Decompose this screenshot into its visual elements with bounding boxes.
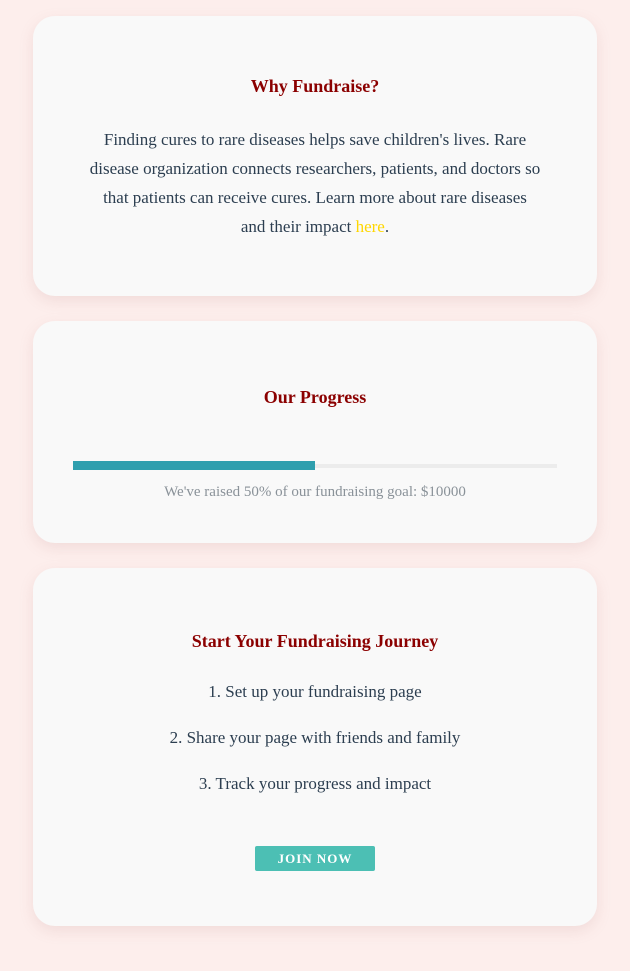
why-fundraise-text-after-link: . [384, 217, 390, 236]
journey-step: 2. Share your page with friends and family [169, 728, 461, 747]
progress-caption: We've raised 50% of our fundraising goal: $10000 [164, 484, 466, 500]
why-fundraise-text [89, 125, 541, 241]
journey-steps-list [73, 681, 557, 794]
progress-bar-fill [73, 461, 315, 470]
progress-bar [73, 461, 557, 470]
why-fundraise-card [33, 16, 597, 296]
why-fundraise-text-before-link: Finding cures to rare diseases helps save children's lives. Rare disease organization connects researchers, patients, and doctors so that patients can receive cures. Learn more about rare diseases and their impact [89, 130, 541, 236]
why-fundraise-title: Why Fundraise? [250, 76, 380, 96]
progress-title: Our Progress [263, 387, 367, 407]
journey-step: 3. Track your progress and impact [198, 774, 432, 793]
journey-title: Start Your Fundraising Journey [191, 631, 439, 651]
journey-card [33, 568, 597, 926]
journey-step: 1. Set up your fundraising page [208, 682, 422, 701]
learn-more-link[interactable]: here [355, 217, 385, 236]
progress-card [33, 321, 597, 543]
join-now-button[interactable]: JOIN NOW [255, 846, 376, 871]
